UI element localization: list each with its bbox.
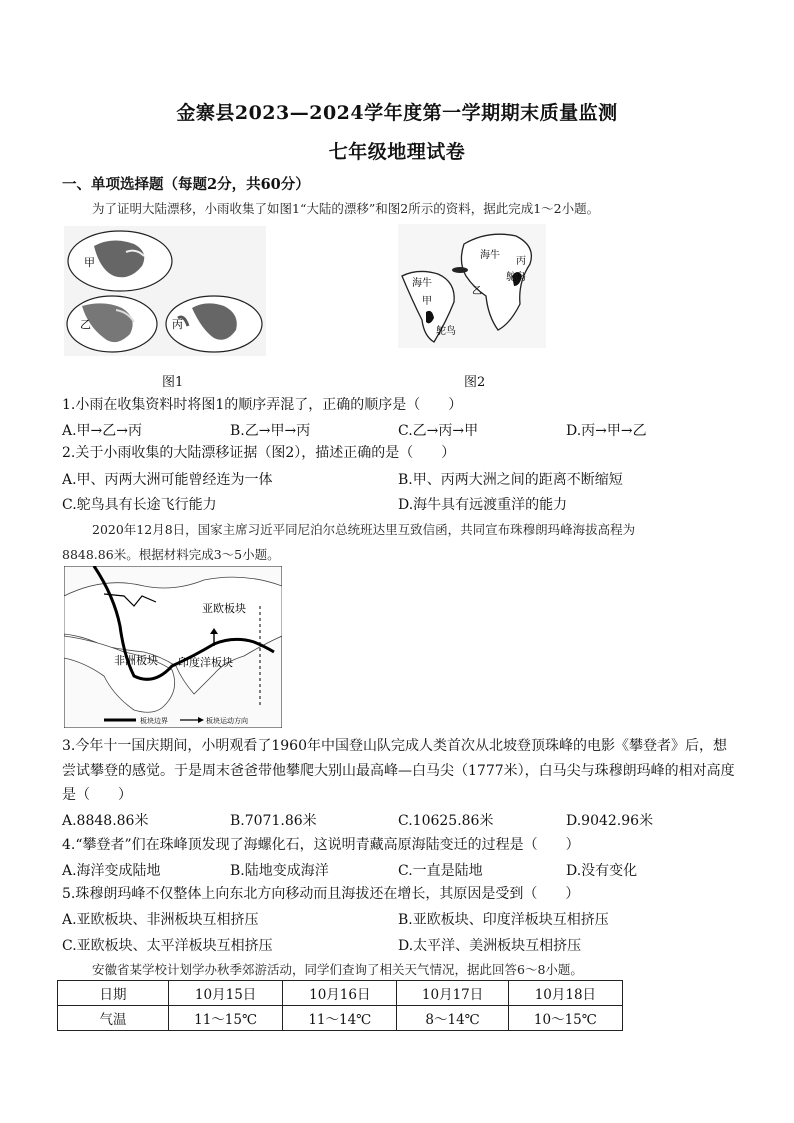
legend-motion-label: 板块运动方向 xyxy=(206,717,248,725)
figure-1-continental-drift xyxy=(64,226,266,356)
map-label-indian-plate: 印度洋板块 xyxy=(178,656,233,669)
q4-option-c: C.一直是陆地 xyxy=(398,863,483,879)
q5-option-b: B.亚欧板块、印度洋板块互相挤压 xyxy=(398,912,609,928)
fig1-label-yi: 乙 xyxy=(80,318,91,331)
q3-option-b: B.7071.86米 xyxy=(230,813,317,829)
q3-option-d: D.9042.96米 xyxy=(566,813,654,829)
figure-1-caption: 图1 xyxy=(162,375,184,390)
question-1-stem: 1.小雨在收集资料时将图1的顺序弄混了，正确的顺序是（ ） xyxy=(62,397,463,413)
section-heading: 一、单项选择题（每题2分，共60分） xyxy=(62,176,310,193)
q2-option-b: B.甲、丙两大洲之间的距离不断缩短 xyxy=(398,472,623,488)
table-row-temps xyxy=(58,1006,623,1031)
cell-temp-4: 10～15℃ xyxy=(508,1006,622,1031)
page-subtitle: 七年级地理试卷 xyxy=(328,141,466,163)
fig2-label-manatee-sa: 海牛 xyxy=(412,278,432,289)
q2-option-c: C.鸵鸟具有长途飞行能力 xyxy=(62,497,217,513)
q4-option-a: A.海洋变成陆地 xyxy=(62,863,161,879)
q4-option-d: D.没有变化 xyxy=(566,863,638,879)
cell-temp-2: 11～14℃ xyxy=(283,1006,397,1031)
intro-text-2-line1: 2020年12月8日，国家主席习近平同尼泊尔总统班达里互致信函，共同宣布珠穆朗玛峰海拔高程为 xyxy=(92,522,636,537)
q5-option-d: D.太平洋、美洲板块互相挤压 xyxy=(398,938,582,954)
weather-table xyxy=(57,980,623,1031)
question-4-stem: 4.“攀登者”们在珠峰顶发现了海螺化石，这说明青藏高原海陆变迁的过程是（ ） xyxy=(62,837,580,853)
cell-temp-3: 8～14℃ xyxy=(397,1006,508,1031)
intro-text-2-line2: 8848.86米。根据材料完成3～5小题。 xyxy=(62,547,280,562)
fig1-label-bing: 丙 xyxy=(172,318,183,331)
fig2-label-yi: 乙 xyxy=(472,286,482,297)
intro-text: 为了证明大陆漂移，小雨收集了如图1“大陆的漂移”和图2所示的资料，据此完成1～2小题。 xyxy=(92,201,600,216)
page-title: 金寨县2023—2024学年度第一学期期末质量监测 xyxy=(176,102,618,124)
figure-2-caption: 图2 xyxy=(464,375,486,390)
figure-2-animal-distribution xyxy=(398,224,546,348)
legend-boundary-label: 板块边界 xyxy=(140,717,168,725)
map-label-african-plate: 非洲板块 xyxy=(114,654,158,667)
q1-option-c: C.乙→丙→甲 xyxy=(398,423,479,439)
question-3-line2: 尝试攀登的感觉。于是周末爸爸带他攀爬大别山最高峰—白马尖（1777米），白马尖与珠穆朗玛峰的相对高度 xyxy=(62,763,735,779)
row-label-temp: 气温 xyxy=(58,1006,169,1031)
cell-temp-1: 11～15℃ xyxy=(169,1006,283,1031)
q5-option-c: C.亚欧板块、太平洋板块互相挤压 xyxy=(62,938,273,954)
fig2-label-ostrich-africa: 鸵鸟 xyxy=(506,272,526,283)
fig2-label-ostrich-sa: 鸵鸟 xyxy=(436,326,456,337)
q5-option-a: A.亚欧板块、非洲板块互相挤压 xyxy=(62,912,259,928)
q1-option-b: B.乙→甲→丙 xyxy=(230,423,311,439)
question-3-line3: 是（ ） xyxy=(62,787,132,803)
q1-option-d: D.丙→甲→乙 xyxy=(566,423,647,439)
q3-option-a: A.8848.86米 xyxy=(62,813,149,829)
fig2-label-jia: 甲 xyxy=(422,296,432,307)
fig1-label-jia: 甲 xyxy=(84,256,95,269)
cell-date-1: 10月15日 xyxy=(169,981,283,1006)
cell-date-4: 10月18日 xyxy=(508,981,622,1006)
question-2-stem: 2.关于小雨收集的大陆漂移证据（图2），描述正确的是（ ） xyxy=(62,445,456,461)
question-3-line1: 3.今年十一国庆期间，小明观看了1960年中国登山队完成人类首次从北坡登顶珠峰的电影《攀登者》后，想 xyxy=(62,738,727,754)
q4-option-b: B.陆地变成海洋 xyxy=(230,863,329,879)
fig2-label-bing: 丙 xyxy=(516,256,526,267)
cell-date-3: 10月17日 xyxy=(397,981,508,1006)
intro-text-3: 安徽省某学校计划学办秋季郊游活动，同学们查询了相关天气情况，据此回答6～8小题。 xyxy=(92,962,583,977)
q2-option-d: D.海牛具有远渡重洋的能力 xyxy=(398,497,568,513)
map-label-eurasian-plate: 亚欧板块 xyxy=(202,602,246,615)
question-5-stem: 5.珠穆朗玛峰不仅整体上向东北方向移动而且海拔还在增长，其原因是受到（ ） xyxy=(62,886,580,902)
q1-option-a: A.甲→乙→丙 xyxy=(62,423,143,439)
q3-option-c: C.10625.86米 xyxy=(398,813,494,829)
row-label-date: 日期 xyxy=(58,981,169,1006)
plate-boundary-map xyxy=(64,566,282,728)
table-row-dates xyxy=(58,981,623,1006)
q2-option-a: A.甲、丙两大洲可能曾经连为一体 xyxy=(62,472,273,488)
fig2-label-manatee-africa: 海牛 xyxy=(480,250,500,261)
cell-date-2: 10月16日 xyxy=(283,981,397,1006)
